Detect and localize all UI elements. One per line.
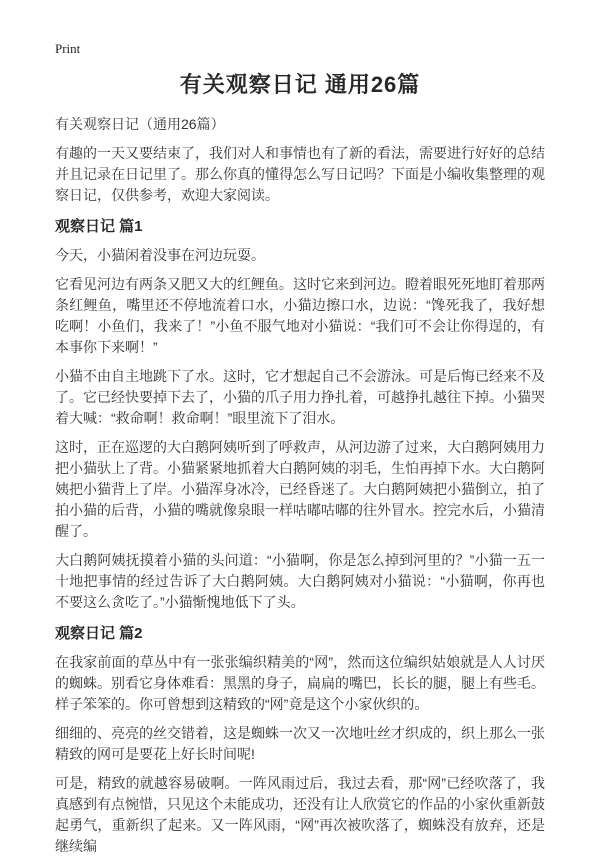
section-1-heading: 观察日记 篇1 — [55, 218, 143, 235]
print-link[interactable]: Print — [55, 41, 81, 56]
section-1-paragraph-5: 大白鹅阿姨抚摸着小猫的头问道：“小猫啊，你是怎么掉到河里的？”小猫一五一十地把事情的经过告诉了大白鹅阿姨。大白鹅阿姨对小猫说：“小猫啊，你再也不要这么贪吃了。”小猫惭愧地低下了头。 — [55, 552, 545, 610]
section-2-paragraph-1: 在我家前面的草丛中有一张张编织精美的“网”，然而这位编织姑娘就是人人讨厌的蜘蛛。别看它身体难看：黑黑的身子，扁扁的嘴巴，长长的腿，腿上有些毛。样子笨笨的。你可曾想到这精致的“网”竟是这个小家伙织的。 — [55, 654, 545, 712]
page-title: 有关观察日记 通用26篇 — [179, 72, 421, 97]
section-2-paragraph-3: 可是，精致的就越容易破啊。一阵风雨过后，我过去看，那“网”已经吹落了，我真感到有点惋惜，只见这个未能成功，还没有让人欣赏它的作品的小家伙重新鼓起勇气，重新织了起来。又一阵风雨，“网”再次被吹落了，蜘蛛没有放弃，还是继续编 — [55, 775, 545, 854]
section-1-paragraph-4: 这时，正在巡逻的大白鹅阿姨听到了呼救声，从河边游了过来，大白鹅阿姨用力把小猫驮上了背。小猫紧紧地抓着大白鹅阿姨的羽毛，生怕再掉下水。大白鹅阿姨把小猫背上了岸。小猫浑身冰冷，已经昏迷了。大白鹅阿姨把小猫倒立，拍了拍小猫的后背，小猫的嘴就像泉眼一样咕嘟咕嘟的往外冒水。控完水后，小猫清醒了。 — [55, 439, 545, 539]
section-2-heading: 观察日记 篇2 — [55, 625, 143, 642]
section-2-paragraph-2: 细细的、亮亮的丝交错着，这是蜘蛛一次又一次地吐丝才织成的，织上那么一张精致的网可是要花上好长时间呢! — [55, 725, 545, 762]
intro-paragraph: 有趣的一天又要结束了，我们对人和事情也有了新的看法，需要进行好好的总结并且记录在日记里了。那么你真的懂得怎么写日记吗？下面是小编收集整理的观察日记，仅供参考，欢迎大家阅读。 — [55, 145, 545, 203]
section-1-paragraph-1: 今天，小猫闲着没事在河边玩耍。 — [55, 247, 265, 263]
section-1-paragraph-2: 它看见河边有两条又肥又大的红鲤鱼。这时它来到河边。瞪着眼死死地盯着那两条红鲤鱼，嘴里还不停地流着口水，小猫边擦口水，边说：“馋死我了，我好想吃啊！小鱼们，我来了！”小鱼不服气地对小猫说：“我们可不会让你得逞的，有本事你下来啊！” — [55, 276, 545, 355]
doc-subtitle: 有关观察日记（通用26篇） — [55, 116, 225, 132]
section-1-paragraph-3: 小猫不由自主地跳下了水。这时，它才想起自己不会游泳。可是后悔已经来不及了。它已经快要掉下去了，小猫的爪子用力挣扎着，可越挣扎越往下掉。小猫哭着大喊：“救命啊！救命啊！”眼里流下了泪水。 — [55, 368, 545, 426]
